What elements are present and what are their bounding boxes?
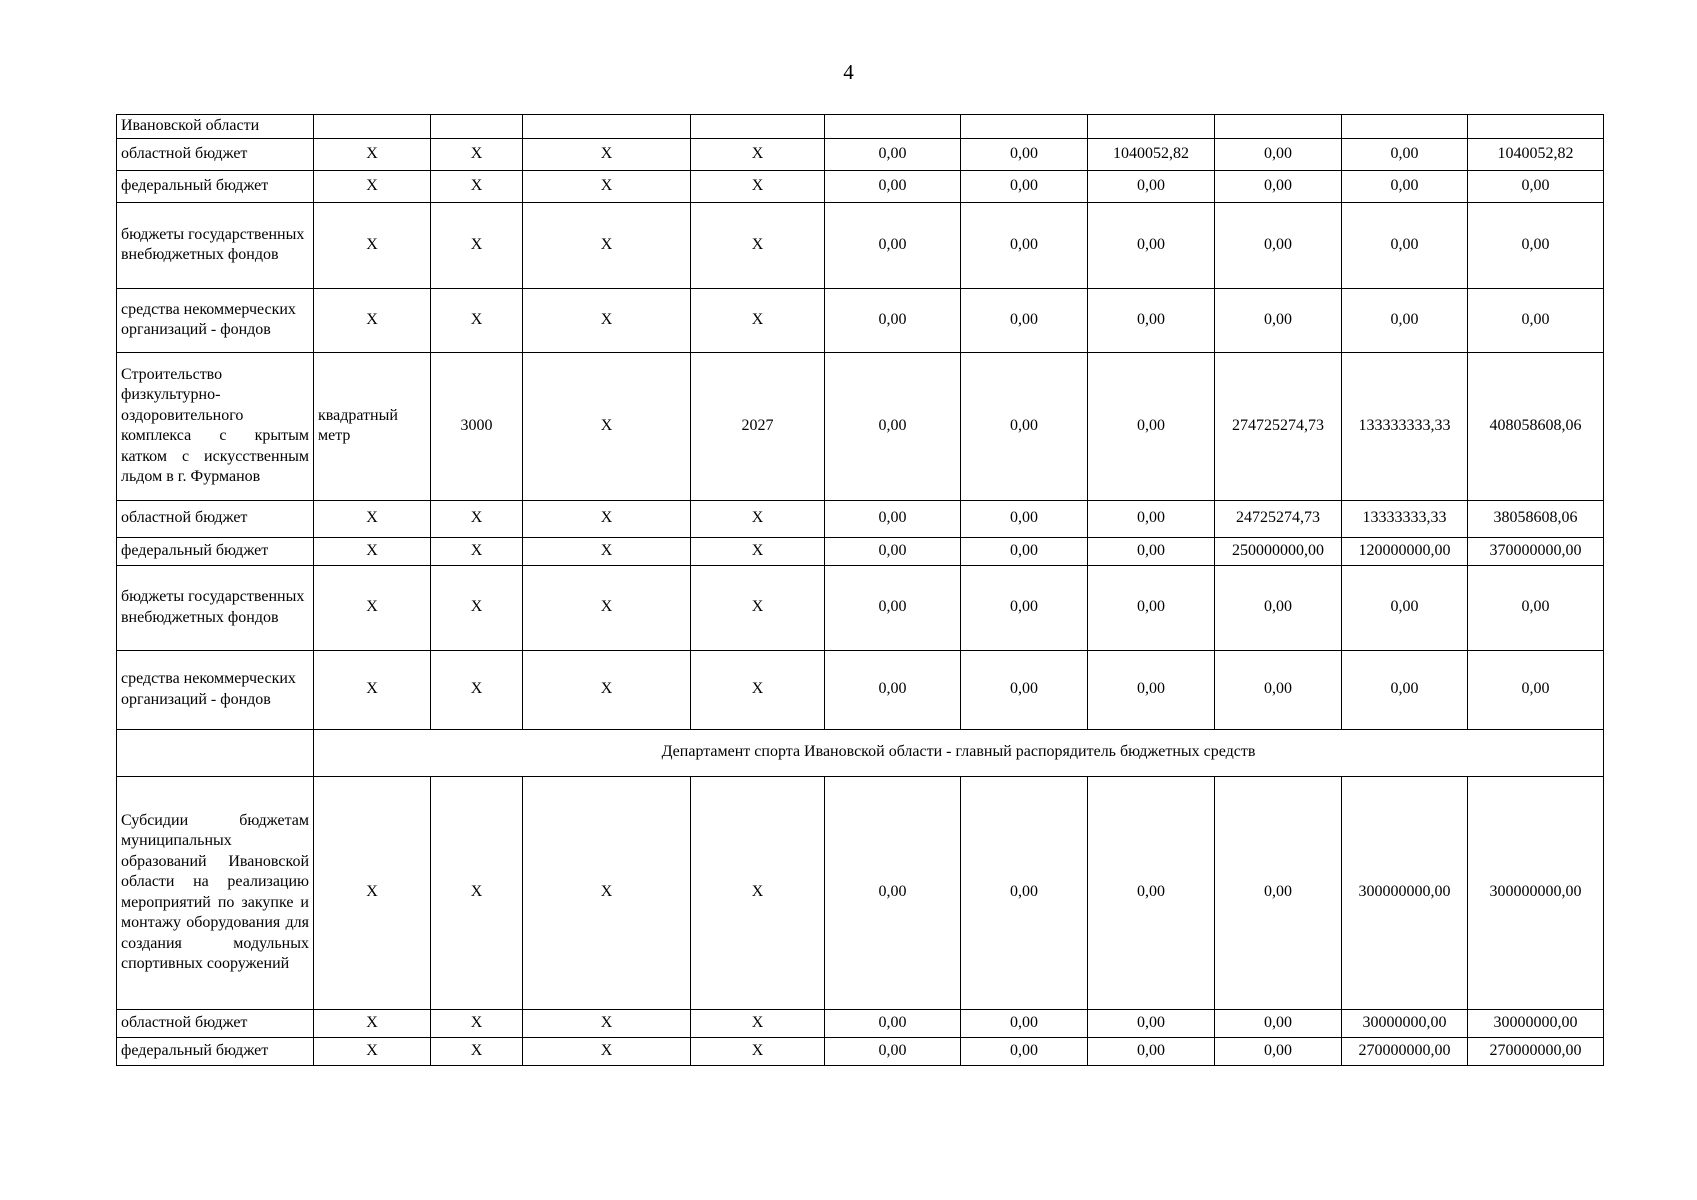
table-cell: Х [523, 500, 691, 537]
department-header-row [117, 729, 1604, 776]
table-cell: 24725274,73 [1215, 500, 1342, 537]
row-name: бюджеты государственных внебюджетных фондов [117, 202, 314, 288]
table-cell: 0,00 [1215, 565, 1342, 650]
table-cell: Х [314, 565, 431, 650]
table-row [117, 202, 1604, 288]
table-cell: Х [691, 537, 825, 565]
table-row [117, 776, 1604, 1009]
table-cell: Х [523, 1037, 691, 1065]
table-cell: 1040052,82 [1088, 138, 1215, 170]
table-cell: 0,00 [825, 1009, 961, 1037]
table-cell: Х [691, 170, 825, 202]
table-cell: Х [431, 202, 523, 288]
table-cell: 0,00 [825, 500, 961, 537]
table-cell: 0,00 [961, 776, 1088, 1009]
table-cell: 133333333,33 [1342, 352, 1468, 500]
row-name: средства некоммерческих организаций - фондов [117, 288, 314, 352]
table-cell: 0,00 [961, 202, 1088, 288]
table-cell: 0,00 [1215, 170, 1342, 202]
row-name: Строительство физкультурно-оздоровительного комплекса с крытым катком с искусственным льдом в г. Фурманов [117, 352, 314, 500]
table-cell: 30000000,00 [1468, 1009, 1604, 1037]
table-cell: Х [691, 565, 825, 650]
table-cell: Х [314, 776, 431, 1009]
table-cell: 0,00 [1342, 138, 1468, 170]
table-cell: 0,00 [825, 170, 961, 202]
table-cell: 0,00 [1088, 565, 1215, 650]
table-cell: Х [523, 138, 691, 170]
row-name: Ивановской области [117, 115, 314, 139]
table-cell: 38058608,06 [1468, 500, 1604, 537]
table-cell [314, 115, 431, 139]
table-cell: 120000000,00 [1342, 537, 1468, 565]
table-cell: 0,00 [961, 565, 1088, 650]
table-cell: 0,00 [1215, 288, 1342, 352]
table-cell: 13333333,33 [1342, 500, 1468, 537]
row-name: областной бюджет [117, 500, 314, 537]
table-cell: 3000 [431, 352, 523, 500]
table-cell: Х [431, 500, 523, 537]
table-cell: 0,00 [1468, 202, 1604, 288]
table-cell: 300000000,00 [1342, 776, 1468, 1009]
table-cell: Х [314, 650, 431, 729]
table-cell: 408058608,06 [1468, 352, 1604, 500]
table-cell: Х [431, 1009, 523, 1037]
table-cell: Х [431, 138, 523, 170]
table-cell: 0,00 [825, 565, 961, 650]
table-cell [1342, 115, 1468, 139]
table-row [117, 650, 1604, 729]
table-cell: квадратный метр [314, 352, 431, 500]
table-cell: Х [691, 500, 825, 537]
table-cell: 0,00 [961, 537, 1088, 565]
table-cell: Х [431, 537, 523, 565]
table-cell: 0,00 [825, 288, 961, 352]
table-cell [1468, 115, 1604, 139]
table-cell: 0,00 [1468, 565, 1604, 650]
table-cell [1088, 115, 1215, 139]
table-cell: 0,00 [1468, 650, 1604, 729]
table-cell: Х [691, 1037, 825, 1065]
table-cell: 0,00 [1088, 537, 1215, 565]
table-cell: 0,00 [1088, 1037, 1215, 1065]
table-cell: Х [523, 170, 691, 202]
table-cell: 0,00 [1088, 170, 1215, 202]
table-cell: 0,00 [1215, 650, 1342, 729]
table-cell: Х [523, 650, 691, 729]
table-cell: Х [431, 565, 523, 650]
table-cell: 0,00 [825, 352, 961, 500]
table-row [117, 170, 1604, 202]
table-cell: 0,00 [1468, 170, 1604, 202]
table-cell: 0,00 [1215, 138, 1342, 170]
row-name: Субсидии бюджетам муниципальных образований Ивановской области на реализацию мероприятий по закупке и монтажу оборудования для создания модульных спортивных сооружений [117, 776, 314, 1009]
table-cell: 0,00 [825, 776, 961, 1009]
table-cell: 0,00 [961, 500, 1088, 537]
table-row [117, 565, 1604, 650]
table-row [117, 500, 1604, 537]
table-cell: 0,00 [961, 170, 1088, 202]
table-cell: Х [314, 1037, 431, 1065]
table-cell: 270000000,00 [1342, 1037, 1468, 1065]
table-cell: 0,00 [1215, 202, 1342, 288]
table-cell: 0,00 [1088, 202, 1215, 288]
table-cell: 0,00 [825, 537, 961, 565]
table-cell: Х [314, 500, 431, 537]
table-cell: Х [314, 288, 431, 352]
table-cell: 0,00 [825, 650, 961, 729]
table-row [117, 1009, 1604, 1037]
row-name: федеральный бюджет [117, 1037, 314, 1065]
table-cell: Х [691, 138, 825, 170]
table-cell: Х [314, 1009, 431, 1037]
table-cell: Х [523, 288, 691, 352]
table-cell: 0,00 [825, 1037, 961, 1065]
table-cell: 0,00 [1088, 1009, 1215, 1037]
table-cell: Х [431, 170, 523, 202]
table-cell [523, 115, 691, 139]
table-cell: 0,00 [1342, 288, 1468, 352]
table-cell: Х [523, 776, 691, 1009]
table-cell: Х [314, 202, 431, 288]
table-cell: Х [691, 650, 825, 729]
table-cell: 0,00 [1342, 170, 1468, 202]
table-cell: Х [431, 288, 523, 352]
row-name: федеральный бюджет [117, 170, 314, 202]
table-cell: 30000000,00 [1342, 1009, 1468, 1037]
table-cell: 0,00 [1468, 288, 1604, 352]
table-cell: Х [523, 565, 691, 650]
table-cell: 1040052,82 [1468, 138, 1604, 170]
table-cell: 0,00 [961, 1037, 1088, 1065]
table-cell [431, 115, 523, 139]
table-cell: 0,00 [961, 352, 1088, 500]
department-header-empty-cell [117, 729, 314, 776]
table-cell: 0,00 [1342, 202, 1468, 288]
table-cell: 250000000,00 [1215, 537, 1342, 565]
table-row [117, 537, 1604, 565]
table-cell: 0,00 [1088, 500, 1215, 537]
row-name: средства некоммерческих организаций - фондов [117, 650, 314, 729]
table-cell: Х [314, 170, 431, 202]
table-row [117, 138, 1604, 170]
row-name: областной бюджет [117, 138, 314, 170]
table-row [117, 288, 1604, 352]
table-cell [961, 115, 1088, 139]
department-header: Департамент спорта Ивановской области - главный распорядитель бюджетных средств [314, 729, 1604, 776]
table-cell: 0,00 [1342, 650, 1468, 729]
table-cell: 0,00 [961, 1009, 1088, 1037]
table-cell: Х [431, 650, 523, 729]
table-cell: Х [523, 1009, 691, 1037]
table-cell: 370000000,00 [1468, 537, 1604, 565]
table-cell: 274725274,73 [1215, 352, 1342, 500]
table-row [117, 115, 1604, 139]
table-cell: Х [314, 138, 431, 170]
budget-table [116, 114, 1604, 1066]
table-cell: Х [523, 202, 691, 288]
table-cell: Х [523, 537, 691, 565]
table-cell: Х [314, 537, 431, 565]
table-cell [1215, 115, 1342, 139]
table-cell: Х [691, 202, 825, 288]
table-cell: 2027 [691, 352, 825, 500]
row-name: бюджеты государственных внебюджетных фондов [117, 565, 314, 650]
row-name: областной бюджет [117, 1009, 314, 1037]
table-cell: Х [523, 352, 691, 500]
table-cell: Х [691, 776, 825, 1009]
table-cell: 0,00 [961, 650, 1088, 729]
table-row [117, 1037, 1604, 1065]
table-cell: 0,00 [1088, 288, 1215, 352]
table-row [117, 352, 1604, 500]
table-cell: 0,00 [1215, 1009, 1342, 1037]
table-cell: 0,00 [961, 138, 1088, 170]
table-cell [691, 115, 825, 139]
table-cell: 0,00 [825, 138, 961, 170]
table-cell: 0,00 [1215, 776, 1342, 1009]
table-cell [825, 115, 961, 139]
table-cell: 270000000,00 [1468, 1037, 1604, 1065]
table-cell: 0,00 [1088, 650, 1215, 729]
table-cell: 0,00 [1342, 565, 1468, 650]
table-cell: 0,00 [1088, 352, 1215, 500]
table-cell: Х [431, 776, 523, 1009]
table-cell: Х [691, 288, 825, 352]
table-cell: 0,00 [825, 202, 961, 288]
table-cell: 0,00 [1215, 1037, 1342, 1065]
page-number: 4 [843, 60, 854, 84]
table-cell: 0,00 [961, 288, 1088, 352]
row-name: федеральный бюджет [117, 537, 314, 565]
table-cell: 0,00 [1088, 776, 1215, 1009]
table-cell: Х [431, 1037, 523, 1065]
table-cell: 300000000,00 [1468, 776, 1604, 1009]
table-cell: Х [691, 1009, 825, 1037]
